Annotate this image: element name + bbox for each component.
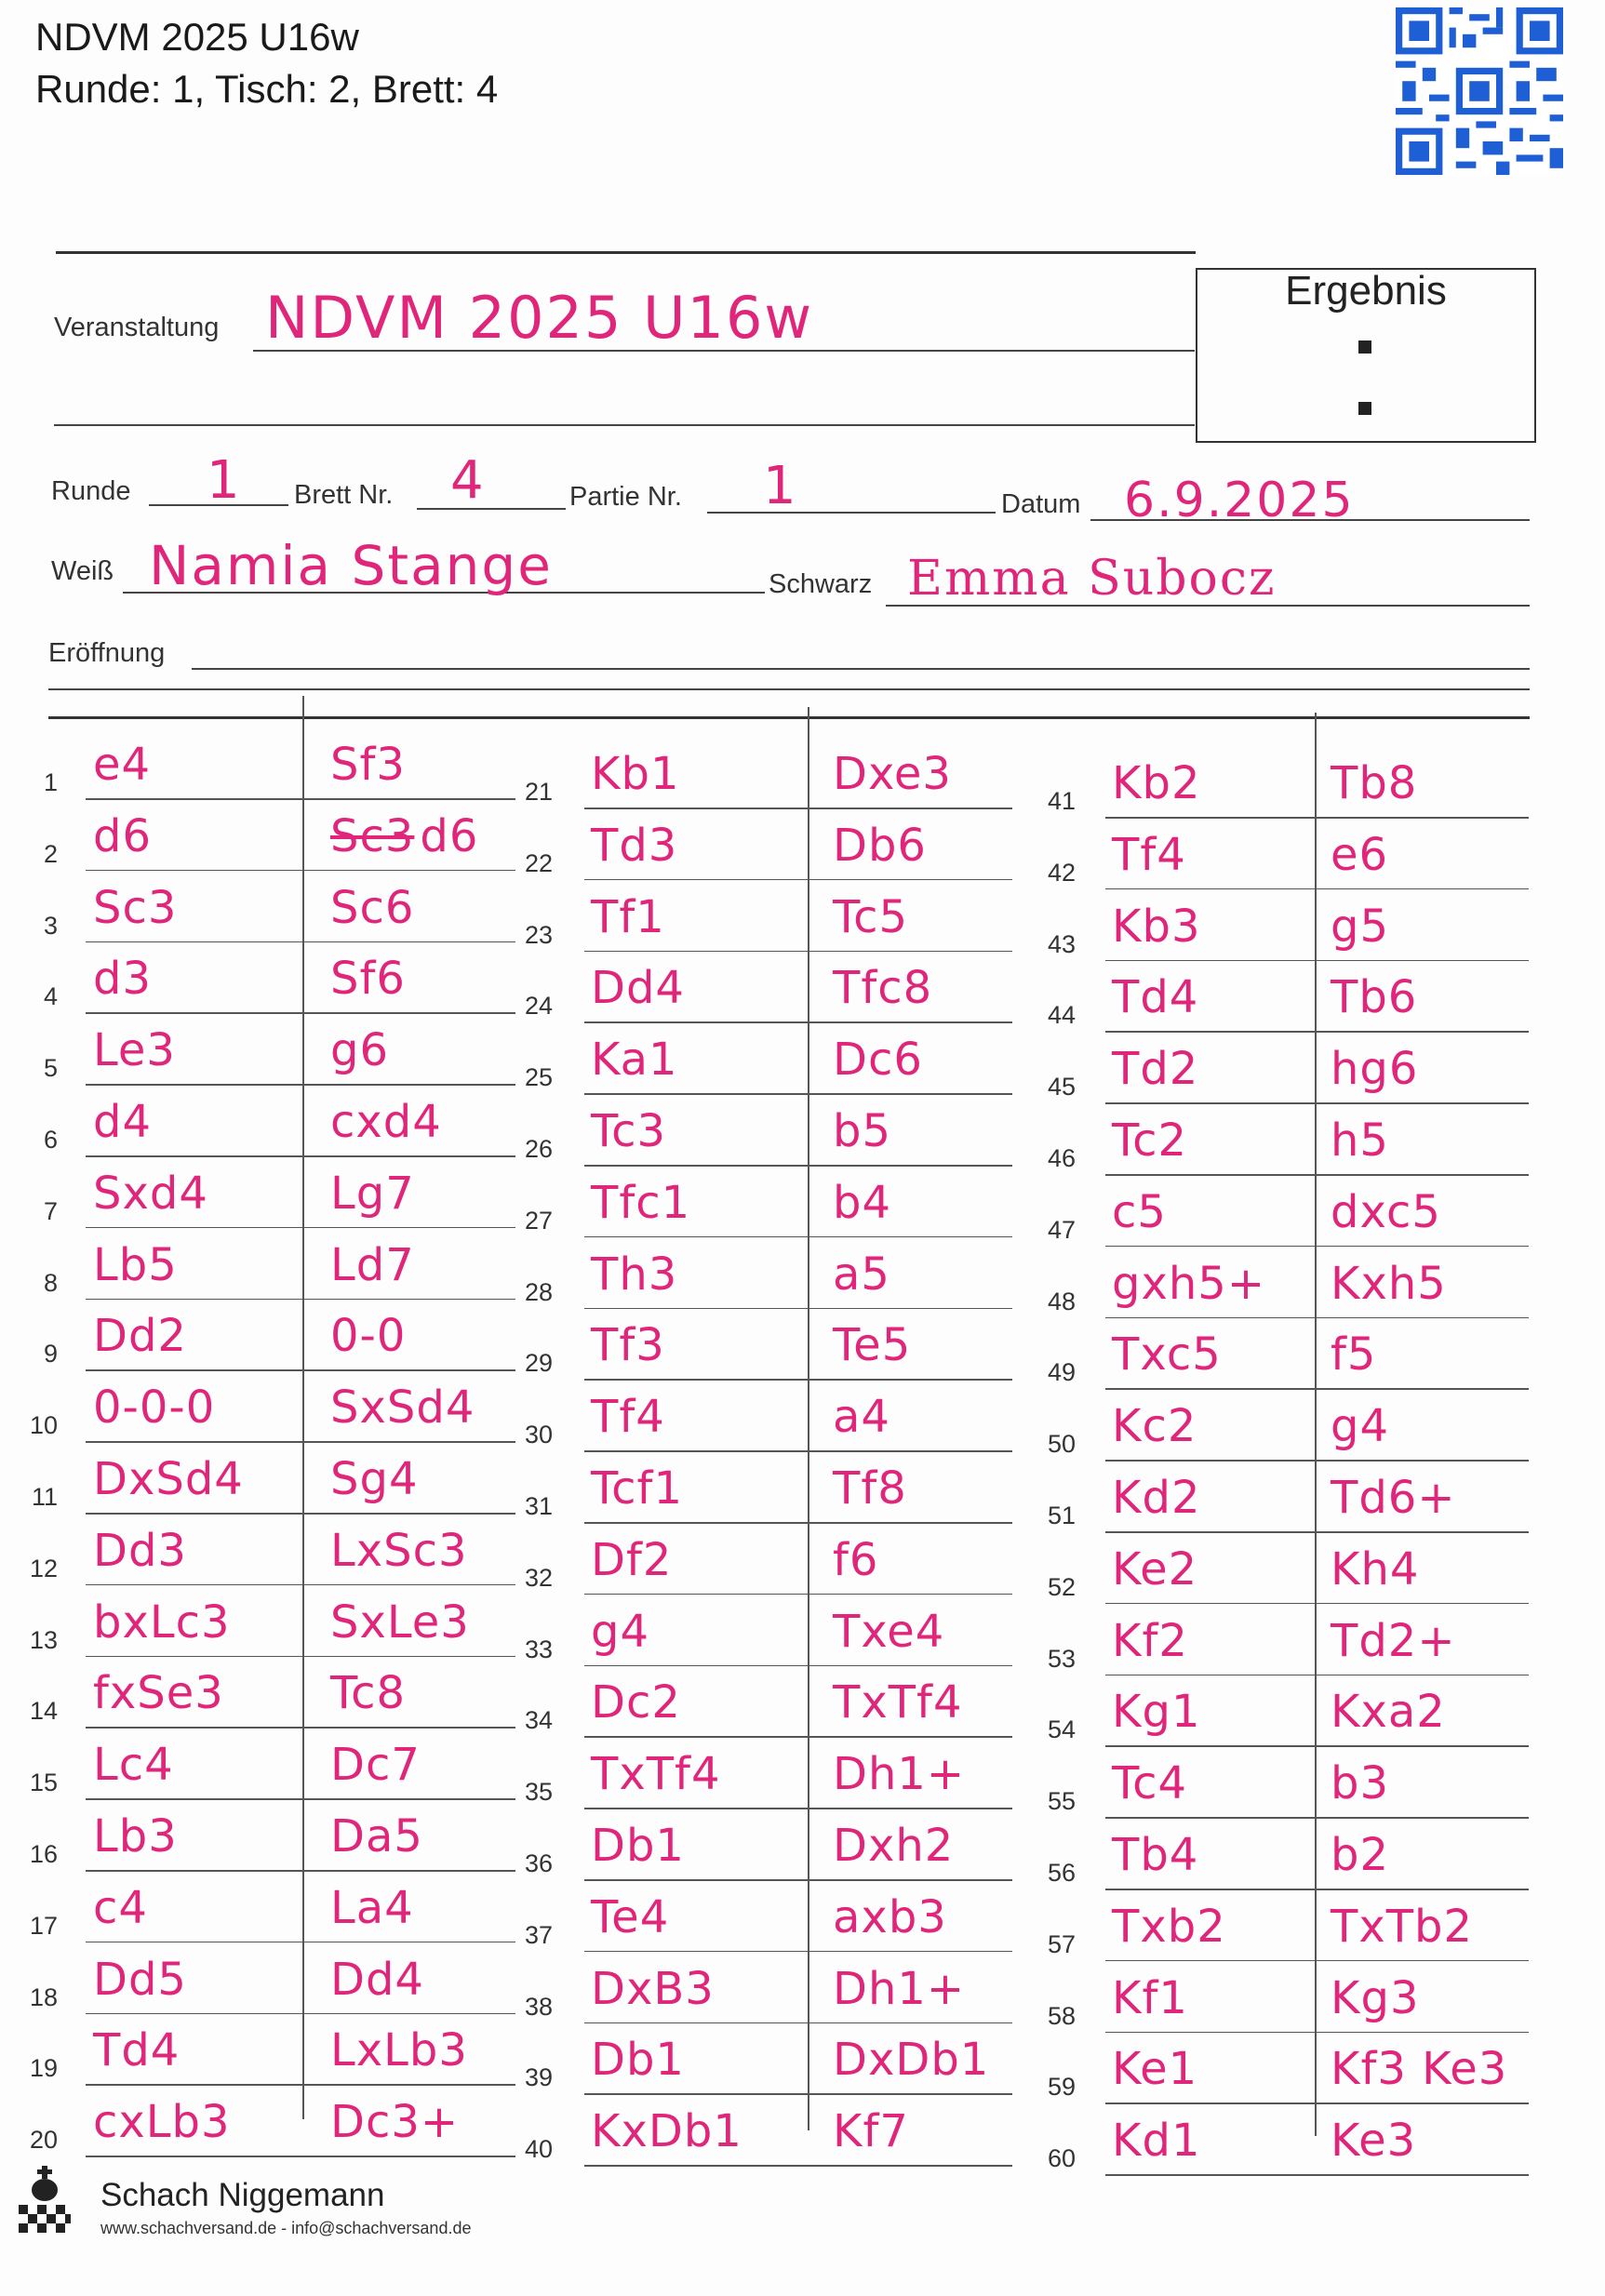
white-move: Ke1: [1112, 2043, 1198, 2096]
move-number: 56: [1047, 1859, 1076, 1887]
move-line: [1105, 1603, 1529, 1605]
black-move: Td2+: [1331, 1614, 1456, 1667]
sheet-title: NDVM 2025 U16w: [35, 15, 359, 59]
move-line: [86, 2013, 515, 2015]
black-move: Tf8: [833, 1462, 907, 1515]
move-line: [86, 1441, 515, 1443]
move-number: 49: [1047, 1358, 1076, 1387]
black-move: LxLb3: [330, 2024, 468, 2077]
white-move: Kb2: [1112, 757, 1201, 809]
white-move: Db1: [591, 1820, 685, 1872]
veranstaltung-second-line: [54, 424, 1195, 426]
move-number: 59: [1047, 2073, 1076, 2102]
column-divider-2: [808, 707, 809, 2130]
move-line: [1105, 2174, 1529, 2176]
move-line: [584, 2093, 1012, 2095]
black-move: Dh1+: [833, 1748, 966, 1801]
ergebnis-dot-top: [1358, 340, 1371, 354]
black-move: Da5: [330, 1810, 423, 1862]
white-move: Tc2: [1112, 1115, 1188, 1167]
partie-label: Partie Nr.: [569, 482, 682, 512]
white-move: Tc4: [1112, 1757, 1188, 1810]
black-move: Tfc8: [833, 962, 933, 1015]
white-move: Lb5: [93, 1238, 178, 1291]
runde-label: Runde: [51, 476, 131, 506]
move-number: 57: [1047, 1929, 1076, 1958]
move-number: 46: [1047, 1144, 1076, 1172]
white-move: Dd5: [93, 1953, 187, 2006]
white-move: g4: [591, 1605, 650, 1658]
move-number: 19: [29, 2054, 58, 2083]
black-move: hg6: [1331, 1043, 1419, 1096]
white-move: cxLb3: [93, 2096, 231, 2149]
black-move: Txe4: [833, 1605, 945, 1658]
white-move: Th3: [591, 1248, 678, 1301]
move-line: [86, 2084, 515, 2086]
footer-web: www.schachversand.de - info@schachversand.de: [100, 2219, 472, 2237]
move-number: 12: [29, 1554, 58, 1582]
white-move: Db1: [591, 2034, 685, 2087]
white-move: fxSe3: [93, 1667, 224, 1720]
black-move: Dh1+: [833, 1962, 966, 2015]
white-move: Le3: [93, 1024, 176, 1077]
move-number: 47: [1047, 1215, 1076, 1244]
black-move: Dc3+: [330, 2096, 460, 2149]
white-move: Tcf1: [591, 1462, 683, 1515]
black-move: Kg3: [1331, 1971, 1420, 2024]
schwarz-label: Schwarz: [769, 569, 873, 599]
weiss-value: Namia Stange: [149, 534, 553, 597]
black-move: Ke3: [1331, 2115, 1417, 2168]
black-move: Ld7: [330, 1238, 415, 1291]
move-number: 10: [29, 1411, 58, 1440]
white-move: Kb3: [1112, 900, 1201, 953]
move-line: [86, 1727, 515, 1729]
move-line: [584, 2022, 1012, 2024]
white-move: d4: [93, 1096, 153, 1148]
move-line: [1105, 1745, 1529, 1747]
move-number: 60: [1047, 2144, 1076, 2173]
black-move: Sc6: [330, 881, 415, 934]
ergebnis-dot-bottom: [1358, 402, 1371, 415]
move-number: 37: [524, 1920, 553, 1949]
datum-label: Datum: [1001, 489, 1081, 519]
datum-value: 6.9.2025: [1124, 473, 1355, 528]
move-line: [86, 2156, 515, 2157]
move-number: 13: [29, 1625, 58, 1654]
move-number: 23: [524, 920, 553, 949]
move-line: [584, 1879, 1012, 1881]
white-move: Txc5: [1112, 1328, 1222, 1382]
move-number: 26: [524, 1135, 553, 1163]
move-number: 52: [1047, 1572, 1076, 1601]
move-line: [86, 1870, 515, 1872]
move-line: [86, 1227, 515, 1229]
white-move: Dd4: [591, 962, 685, 1015]
move-number: 34: [524, 1706, 553, 1735]
move-number: 17: [29, 1911, 58, 1940]
move-line: [584, 1665, 1012, 1667]
footer-brand: Schach Niggemann: [100, 2177, 385, 2213]
move-line: [1105, 1531, 1529, 1533]
move-line: [584, 1522, 1012, 1524]
moves-top-rule: [48, 716, 1530, 719]
black-move: Kxa2: [1331, 1686, 1446, 1739]
white-move: Kd1: [1112, 2115, 1201, 2168]
white-move: Tb4: [1112, 1829, 1199, 1881]
schwarz-value: Emma Subocz: [907, 551, 1277, 607]
veranstaltung-label: Veranstaltung: [54, 313, 220, 342]
white-move: d6: [93, 809, 153, 862]
move-line: [584, 1308, 1012, 1310]
move-line: [1105, 1174, 1529, 1176]
white-move: Df2: [591, 1533, 673, 1586]
black-move: b5: [833, 1105, 892, 1157]
brett-line: [417, 508, 566, 510]
black-move: Tc5: [833, 890, 909, 943]
move-number: 50: [1047, 1430, 1076, 1459]
black-move: f5: [1331, 1328, 1377, 1382]
white-move: Td4: [93, 2024, 181, 2077]
black-move-correction: d6: [420, 809, 479, 862]
move-line: [86, 1084, 515, 1086]
black-move: Kxh5: [1331, 1257, 1447, 1310]
partie-value: 1: [763, 456, 798, 516]
black-move: Db6: [833, 819, 927, 872]
white-move: c4: [93, 1881, 148, 1934]
move-number: 33: [524, 1635, 553, 1663]
white-move: Te4: [591, 1890, 670, 1943]
move-line: [1105, 960, 1529, 962]
move-line: [584, 1165, 1012, 1167]
move-number: 9: [43, 1340, 58, 1368]
runde-value: 1: [207, 450, 242, 511]
column-divider-1: [302, 696, 304, 2119]
move-number: 55: [1047, 1787, 1076, 1816]
white-move: Lc4: [93, 1739, 174, 1792]
move-number: 30: [524, 1421, 553, 1449]
white-move: Tf4: [1112, 828, 1186, 881]
move-number: 24: [524, 992, 553, 1021]
black-move-struck: Sc3: [330, 809, 415, 862]
move-number: 41: [1047, 787, 1076, 815]
move-line: [584, 808, 1012, 809]
move-number: 18: [29, 1982, 58, 2011]
move-line: [86, 1656, 515, 1658]
brett-value: 4: [450, 450, 486, 511]
weiss-label: Weiß: [51, 556, 114, 586]
white-move: Ke2: [1112, 1542, 1198, 1595]
move-number: 1: [43, 768, 58, 796]
white-move: DxB3: [591, 1962, 715, 2015]
move-line: [584, 1021, 1012, 1023]
move-line: [584, 1951, 1012, 1953]
black-move: cxd4: [330, 1096, 442, 1148]
black-move: Td6+: [1331, 1472, 1456, 1524]
move-line: [1105, 1102, 1529, 1104]
move-line: [1105, 1031, 1529, 1033]
white-move: Td2: [1112, 1043, 1199, 1096]
veranstaltung-value: NDVM 2025 U16w: [265, 284, 814, 352]
white-move: Kg1: [1112, 1686, 1201, 1739]
move-number: 51: [1047, 1502, 1076, 1529]
move-number: 53: [1047, 1644, 1076, 1673]
move-line: [1105, 1317, 1529, 1319]
move-number: 38: [524, 1992, 553, 2021]
white-move: Sxd4: [93, 1167, 208, 1220]
move-line: [584, 1808, 1012, 1809]
white-move: d3: [93, 953, 153, 1006]
black-move: Kh4: [1331, 1542, 1420, 1595]
move-line: [584, 1236, 1012, 1238]
white-move: Kf1: [1112, 1971, 1188, 2024]
black-move: a5: [833, 1248, 890, 1301]
move-line: [584, 1093, 1012, 1095]
move-line: [1105, 1460, 1529, 1462]
move-line: [86, 1155, 515, 1157]
move-number: 4: [43, 982, 58, 1011]
move-number: 39: [524, 2063, 553, 2092]
move-number: 22: [524, 848, 553, 877]
black-move: SxSd4: [330, 1382, 475, 1435]
black-move: Tb8: [1331, 757, 1418, 809]
move-line: [1105, 1817, 1529, 1819]
black-move: Kf3 Ke3: [1331, 2043, 1508, 2096]
black-move: g5: [1331, 900, 1390, 953]
black-move: 0-0: [330, 1310, 407, 1363]
black-move: b4: [833, 1176, 892, 1229]
move-number: 11: [31, 1483, 58, 1511]
white-move: e4: [93, 739, 152, 791]
move-line: [584, 1450, 1012, 1452]
white-move: Kd2: [1112, 1472, 1201, 1524]
move-number: 29: [524, 1349, 553, 1378]
white-move: Tc3: [591, 1105, 667, 1157]
chess-king-logo-icon: [17, 2164, 73, 2238]
move-line: [584, 1379, 1012, 1381]
move-line: [86, 1299, 515, 1301]
white-move: Sc3: [93, 881, 178, 934]
black-move: a4: [833, 1391, 890, 1444]
move-line: [1105, 2102, 1529, 2104]
white-move: Kb1: [591, 748, 680, 800]
black-move: Kf7: [833, 2105, 909, 2158]
move-number: 28: [524, 1277, 553, 1306]
white-move: Dd3: [93, 1524, 187, 1577]
black-move: axb3: [833, 1890, 947, 1943]
move-line: [1105, 1960, 1529, 1962]
move-number: 15: [29, 1769, 58, 1797]
move-line: [86, 1369, 515, 1371]
move-number: 6: [43, 1126, 58, 1154]
black-move: Dc6: [833, 1034, 923, 1087]
black-move: g4: [1331, 1400, 1390, 1453]
move-number: 25: [524, 1063, 553, 1092]
eroeffnung-second-line: [48, 688, 1530, 690]
white-move: Lb3: [93, 1810, 178, 1862]
move-number: 43: [1047, 929, 1076, 958]
move-number: 16: [29, 1840, 58, 1868]
black-move: e6: [1331, 828, 1389, 881]
black-move: DxDb1: [833, 2034, 990, 2087]
black-move: SxLe3: [330, 1595, 470, 1649]
move-number: 14: [29, 1697, 58, 1726]
move-number: 36: [524, 1849, 553, 1877]
move-line: [1105, 1246, 1529, 1248]
qr-code-icon: [1396, 7, 1563, 175]
move-line: [1105, 1675, 1529, 1676]
white-move: Dd2: [93, 1310, 187, 1363]
black-move: Dd4: [330, 1953, 424, 2006]
black-move: Dxh2: [833, 1820, 955, 1872]
black-move: Dxe3: [833, 748, 952, 800]
eroeffnung-label: Eröffnung: [48, 638, 166, 668]
black-move: La4: [330, 1881, 414, 1934]
white-move: Ka1: [591, 1034, 678, 1087]
move-line: [86, 1584, 515, 1586]
white-move: Tf3: [591, 1319, 665, 1372]
move-line: [86, 798, 515, 800]
black-move: TxTb2: [1331, 1900, 1474, 1953]
move-number: 31: [524, 1492, 553, 1520]
white-move: TxTf4: [591, 1748, 721, 1801]
black-move: [330, 810, 478, 862]
move-line: [584, 879, 1012, 881]
move-line: [1105, 2032, 1529, 2034]
move-line: [86, 1798, 515, 1800]
column-divider-3: [1315, 713, 1317, 2136]
move-number: 2: [43, 839, 58, 868]
move-number: 35: [524, 1778, 553, 1807]
move-number: 42: [1047, 858, 1076, 887]
black-move: Sf3: [330, 739, 406, 791]
black-move: b3: [1331, 1757, 1390, 1810]
black-move: b2: [1331, 1829, 1390, 1881]
black-move: g6: [330, 1024, 390, 1077]
white-move: Td4: [1112, 971, 1199, 1024]
black-move: Sf6: [330, 953, 406, 1006]
black-move: h5: [1331, 1115, 1389, 1167]
black-move: dxc5: [1331, 1185, 1441, 1238]
white-move: KxDb1: [591, 2105, 742, 2158]
white-move: Dc2: [591, 1676, 681, 1729]
white-move: Td3: [591, 819, 678, 872]
move-line: [1105, 1388, 1529, 1390]
eroeffnung-line: [192, 668, 1530, 670]
move-number: 45: [1047, 1073, 1076, 1101]
move-number: 40: [524, 2135, 553, 2164]
move-number: 44: [1047, 1001, 1076, 1030]
move-number: 58: [1047, 2001, 1076, 2030]
move-line: [1105, 1889, 1529, 1890]
move-line: [86, 941, 515, 943]
white-move: Kc2: [1112, 1400, 1197, 1453]
move-number: 20: [29, 2126, 58, 2155]
white-move: 0-0-0: [93, 1382, 216, 1435]
black-move: LxSc3: [330, 1524, 468, 1577]
move-number: 48: [1047, 1287, 1076, 1315]
black-move: Tc8: [330, 1667, 407, 1720]
move-number: 27: [524, 1206, 553, 1235]
move-number: 8: [43, 1268, 58, 1297]
move-number: 54: [1047, 1715, 1076, 1744]
partie-line: [707, 512, 996, 514]
white-move: DxSd4: [93, 1453, 244, 1505]
white-move: Tfc1: [591, 1176, 691, 1229]
white-move: Txb2: [1112, 1900, 1226, 1953]
white-move: Tf1: [591, 890, 665, 943]
move-line: [1105, 888, 1529, 890]
black-move: Dc7: [330, 1739, 421, 1792]
ergebnis-label: Ergebnis: [1285, 268, 1447, 314]
move-number: 3: [43, 911, 58, 940]
move-line: [1105, 817, 1529, 819]
move-line: [86, 1012, 515, 1014]
move-line: [86, 1942, 515, 1943]
move-number: 5: [43, 1054, 58, 1083]
black-move: Sg4: [330, 1453, 419, 1505]
move-line: [584, 951, 1012, 953]
black-move: f6: [833, 1533, 879, 1586]
move-number: 32: [524, 1563, 553, 1592]
white-move: bxLc3: [93, 1595, 231, 1649]
move-number: 21: [524, 778, 553, 806]
top-rule: [56, 251, 1196, 254]
move-line: [584, 1736, 1012, 1738]
black-move: Lg7: [330, 1167, 415, 1220]
white-move: c5: [1112, 1185, 1167, 1238]
brett-label: Brett Nr.: [294, 480, 394, 510]
move-line: [584, 1594, 1012, 1595]
white-move: Tf4: [591, 1391, 665, 1444]
white-move: Kf2: [1112, 1614, 1188, 1667]
move-number: 7: [43, 1196, 58, 1225]
move-line: [86, 870, 515, 872]
black-move: Tb6: [1331, 971, 1418, 1024]
sheet-subtitle: Runde: 1, Tisch: 2, Brett: 4: [35, 67, 499, 111]
move-line: [584, 2165, 1012, 2167]
white-move: gxh5+: [1112, 1257, 1266, 1310]
black-move: Te5: [833, 1319, 912, 1372]
move-line: [86, 1513, 515, 1515]
black-move: TxTf4: [833, 1676, 963, 1729]
